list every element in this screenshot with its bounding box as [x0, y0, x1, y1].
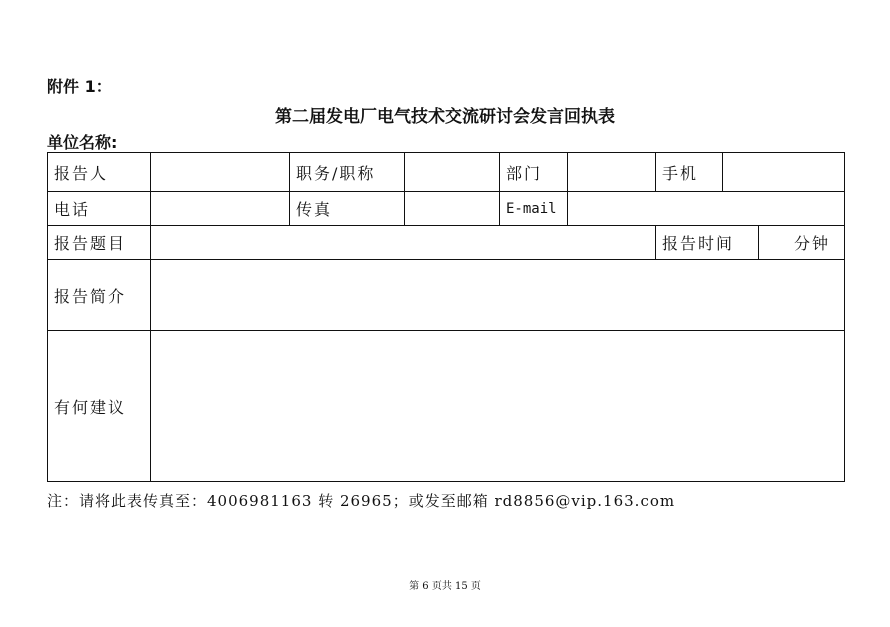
summary-label: 报告简介: [48, 260, 151, 331]
email-label: E-mail: [500, 192, 568, 226]
topic-field[interactable]: [151, 226, 656, 260]
duration-field-minutes[interactable]: 分钟: [759, 226, 845, 260]
suggestions-field[interactable]: [151, 331, 845, 482]
duration-label: 报告时间: [656, 226, 759, 260]
attachment-label: 附件 1：: [47, 77, 112, 96]
email-field[interactable]: [568, 192, 845, 226]
phone-label: 电话: [48, 192, 151, 226]
position-field[interactable]: [405, 153, 500, 192]
summary-field[interactable]: [151, 260, 845, 331]
phone-field[interactable]: [151, 192, 290, 226]
page-footer: 第 6 页共 15 页: [409, 581, 481, 592]
mobile-label: 手机: [656, 153, 723, 192]
form-row-suggestions: [48, 331, 845, 482]
department-field[interactable]: [568, 153, 656, 192]
unit-name-label: 单位名称:: [47, 133, 118, 152]
reporter-label: 报告人: [48, 153, 151, 192]
reply-form-table: [47, 152, 845, 482]
position-label: 职务/职称: [290, 153, 405, 192]
form-row-reporter: [48, 153, 845, 192]
fax-label: 传真: [290, 192, 405, 226]
form-row-phone: [48, 192, 845, 226]
page-title: 第二届发电厂电气技术交流研讨会发言回执表: [275, 107, 615, 127]
mobile-field[interactable]: [723, 153, 845, 192]
department-label: 部门: [500, 153, 568, 192]
reporter-field[interactable]: [151, 153, 290, 192]
fax-field[interactable]: [405, 192, 500, 226]
fax-email-note: 注：请将此表传真至：4006981163 转 26965；或发至邮箱 rd8856@vip.163.com: [47, 492, 676, 510]
form-row-topic: [48, 226, 845, 260]
suggestions-label: 有何建议: [48, 331, 151, 482]
topic-label: 报告题目: [48, 226, 151, 260]
form-row-summary: [48, 260, 845, 331]
